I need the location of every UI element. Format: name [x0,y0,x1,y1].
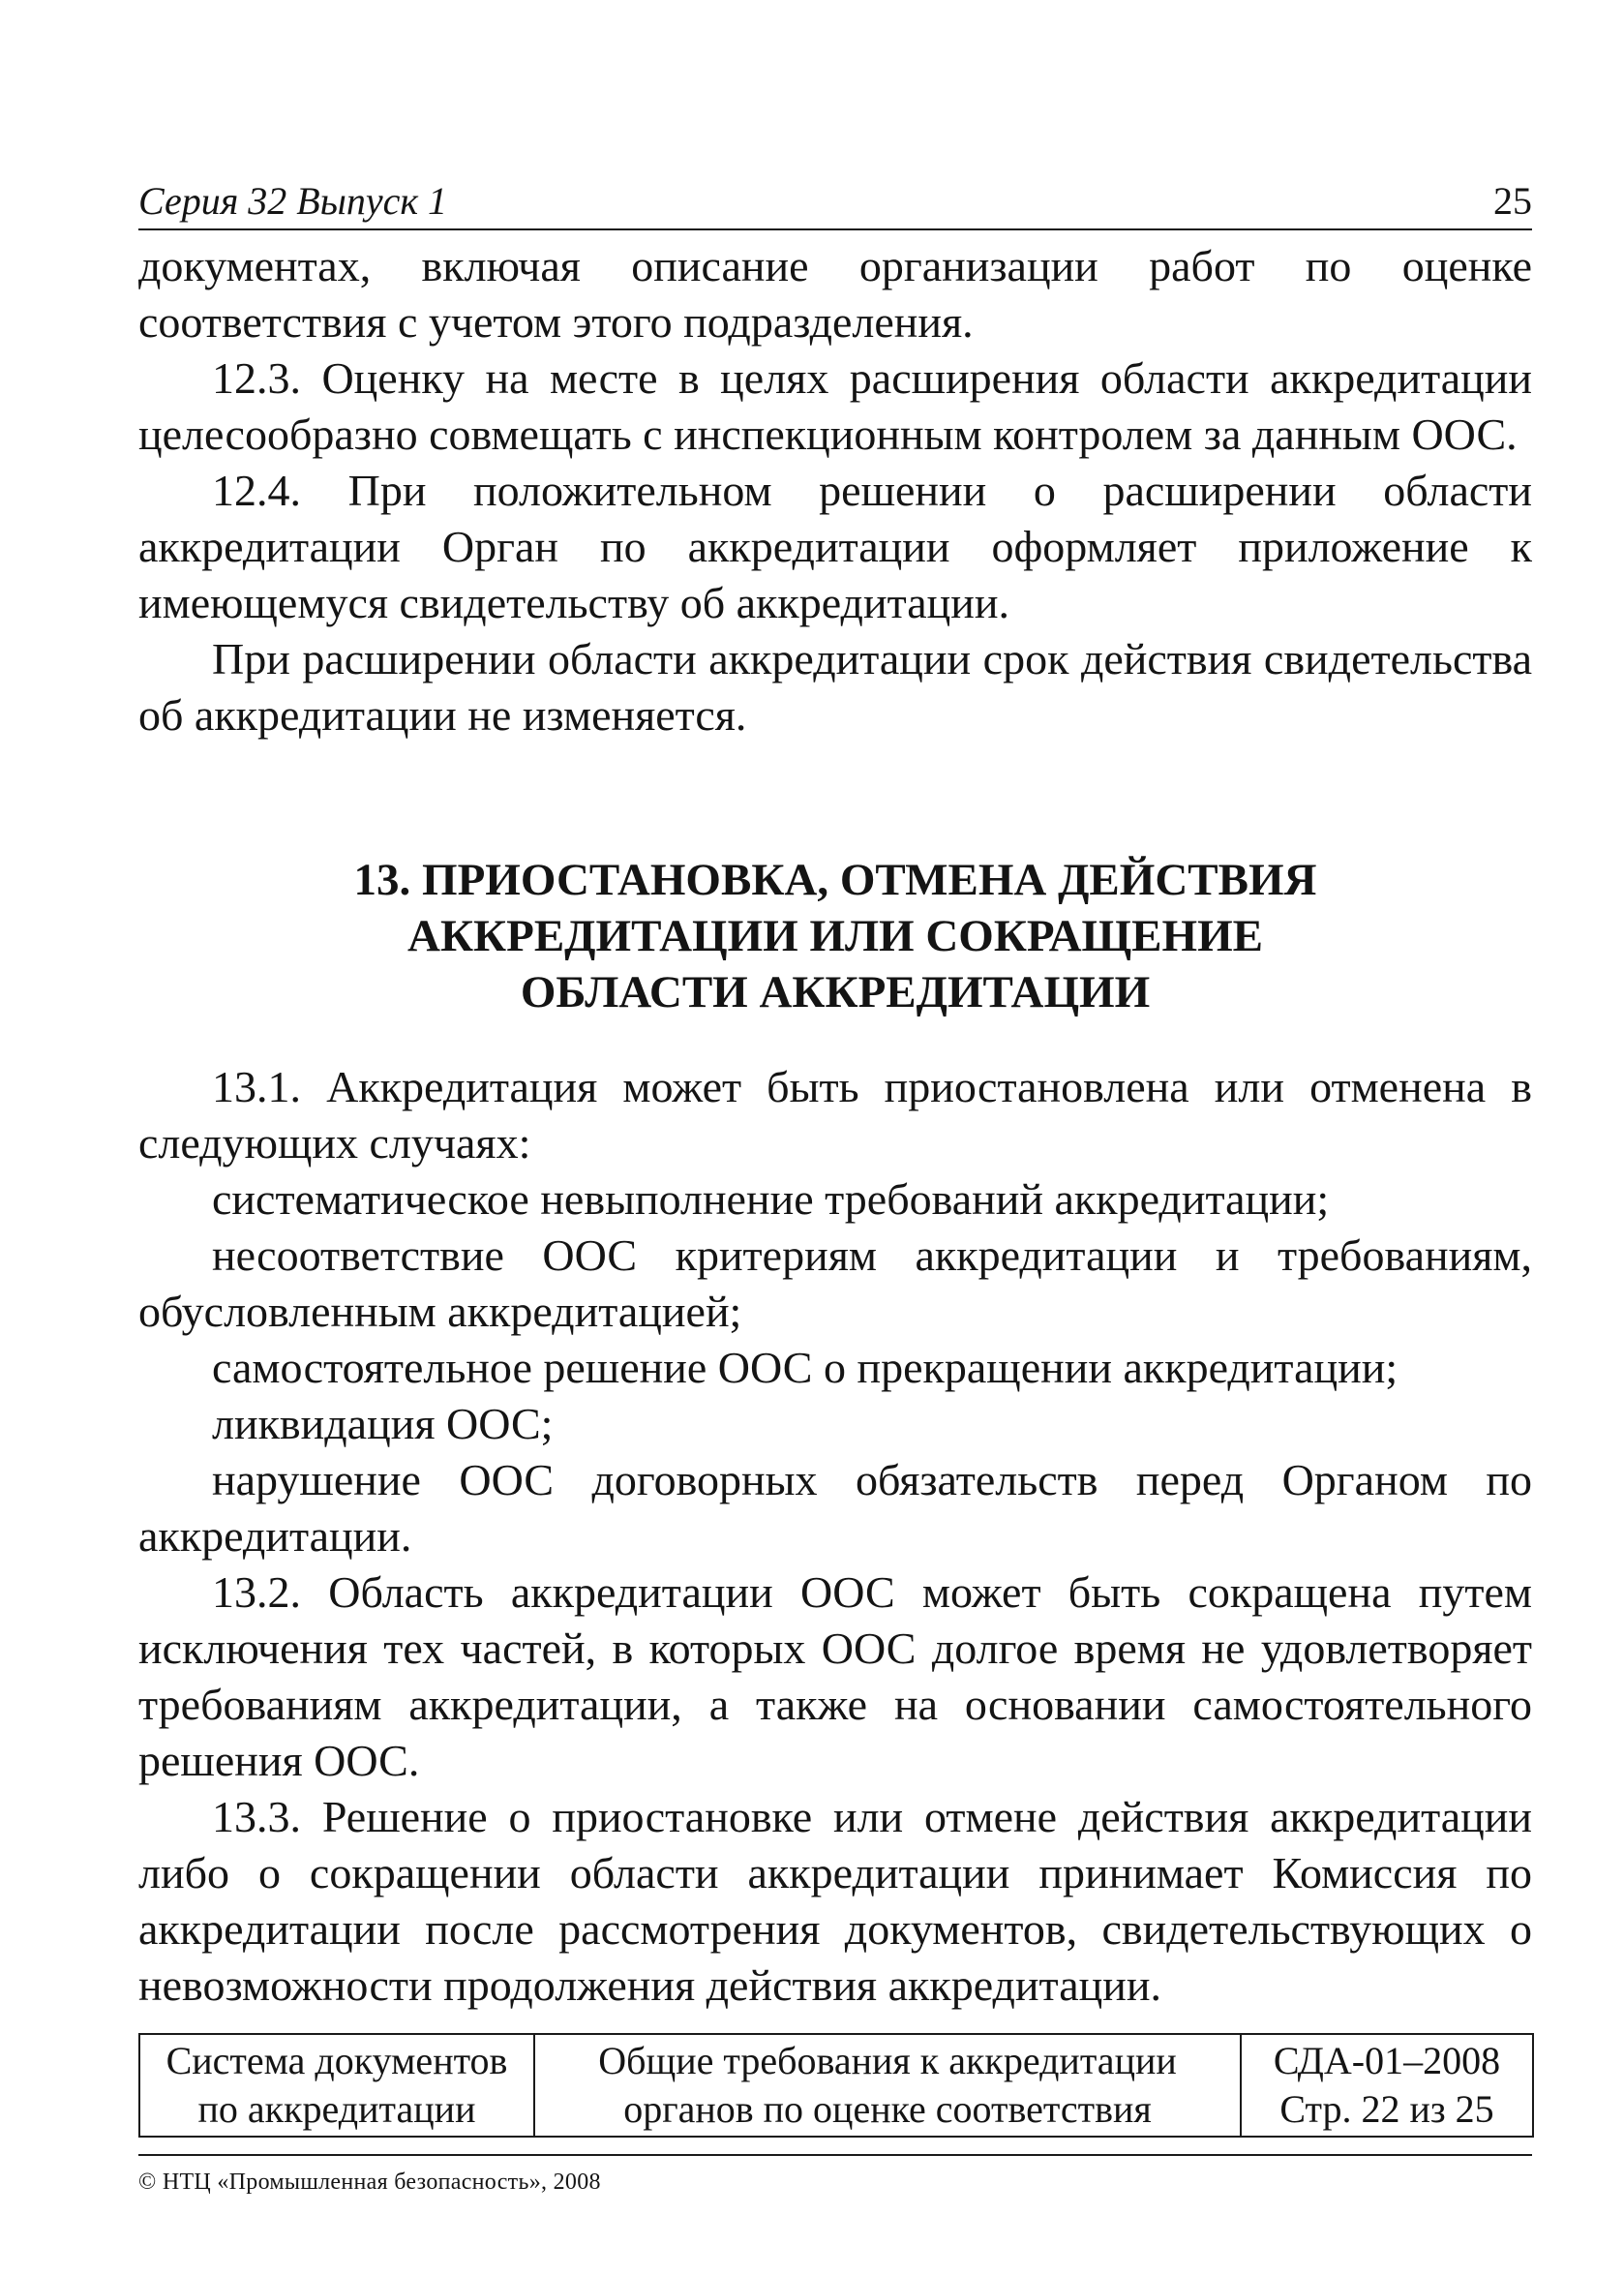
document-stamp-table [138,2033,1534,2138]
section-13-title [138,852,1532,1020]
body-text [138,238,1532,2138]
case-item: самостоятельное решение ООС о прекращении аккредитации; [212,1343,1398,1392]
case-item: ликвидация ООС; [212,1399,554,1448]
paragraph-continuation: документах, включая описание организации работ по оценке соответствия с учетом этого подразделения. [138,241,1532,347]
stamp-title-line: Общие требования к аккредитации [598,2039,1177,2082]
stamp-title-cell [534,2034,1241,2137]
section-title-line: 13. ПРИОСТАНОВКА, ОТМЕНА ДЕЙСТВИЯ [353,855,1317,905]
stamp-title-line: органов по оценке соответствия [623,2087,1152,2131]
paragraph-extension-term: При расширении области аккредитации срок действия свидетельства об аккредитации не изменяется. [138,634,1532,740]
page-footer [138,2154,1532,2197]
page-number: 25 [1493,179,1532,223]
stamp-pages: Стр. 22 из 25 [1279,2087,1494,2131]
stamp-system-cell [139,2034,534,2137]
stamp-code-cell [1241,2034,1533,2137]
stamp-system-line: Система документов [165,2039,508,2082]
copyright-text: © НТЦ «Промышленная безопасность», 2008 [138,2170,601,2195]
document-page [138,174,1532,2138]
case-item: систематическое невыполнение требований аккредитации; [212,1174,1330,1224]
case-item: нарушение ООС договорных обязательств перед Органом по аккредитации. [138,1455,1532,1561]
case-item: несоответствие ООС критериям аккредитации и требованиям, обусловленным аккредитацией; [138,1230,1532,1336]
paragraph-13-2: 13.2. Область аккредитации ООС может быть сокращена путем исключения тех частей, в которых ООС долгое время не удовлетворяет требованиям аккредитации, а также на основании самостоятельного решения ООС. [138,1567,1532,1785]
section-title-line: АККРЕДИТАЦИИ ИЛИ СОКРАЩЕНИЕ [407,911,1263,961]
section-title-line: ОБЛАСТИ АККРЕДИТАЦИИ [520,967,1151,1017]
series-label: Серия 32 Выпуск 1 [138,179,448,223]
stamp-code: СДА-01–2008 [1273,2039,1501,2082]
paragraph-13-3: 13.3. Решение о приостановке или отмене действия аккредитации либо о сокращении области аккредитации принимает Комиссия по аккредитации после рассмотрения документов, свидетельствующих о невозможности продолжения действия аккредитации. [138,1792,1532,2010]
paragraph-13-1: 13.1. Аккредитация может быть приостановлена или отменена в следующих случаях: [138,1062,1532,1168]
running-header [138,174,1532,230]
paragraph-12-3: 12.3. Оценку на месте в целях расширения области аккредитации целесообразно совмещать с инспекционным контролем за данным ООС. [138,353,1532,459]
stamp-system-line: по аккредитации [197,2087,476,2131]
paragraph-12-4: 12.4. При положительном решении о расширении области аккредитации Орган по аккредитации оформляет приложение к имеющемуся свидетельству об аккредитации. [138,466,1532,627]
